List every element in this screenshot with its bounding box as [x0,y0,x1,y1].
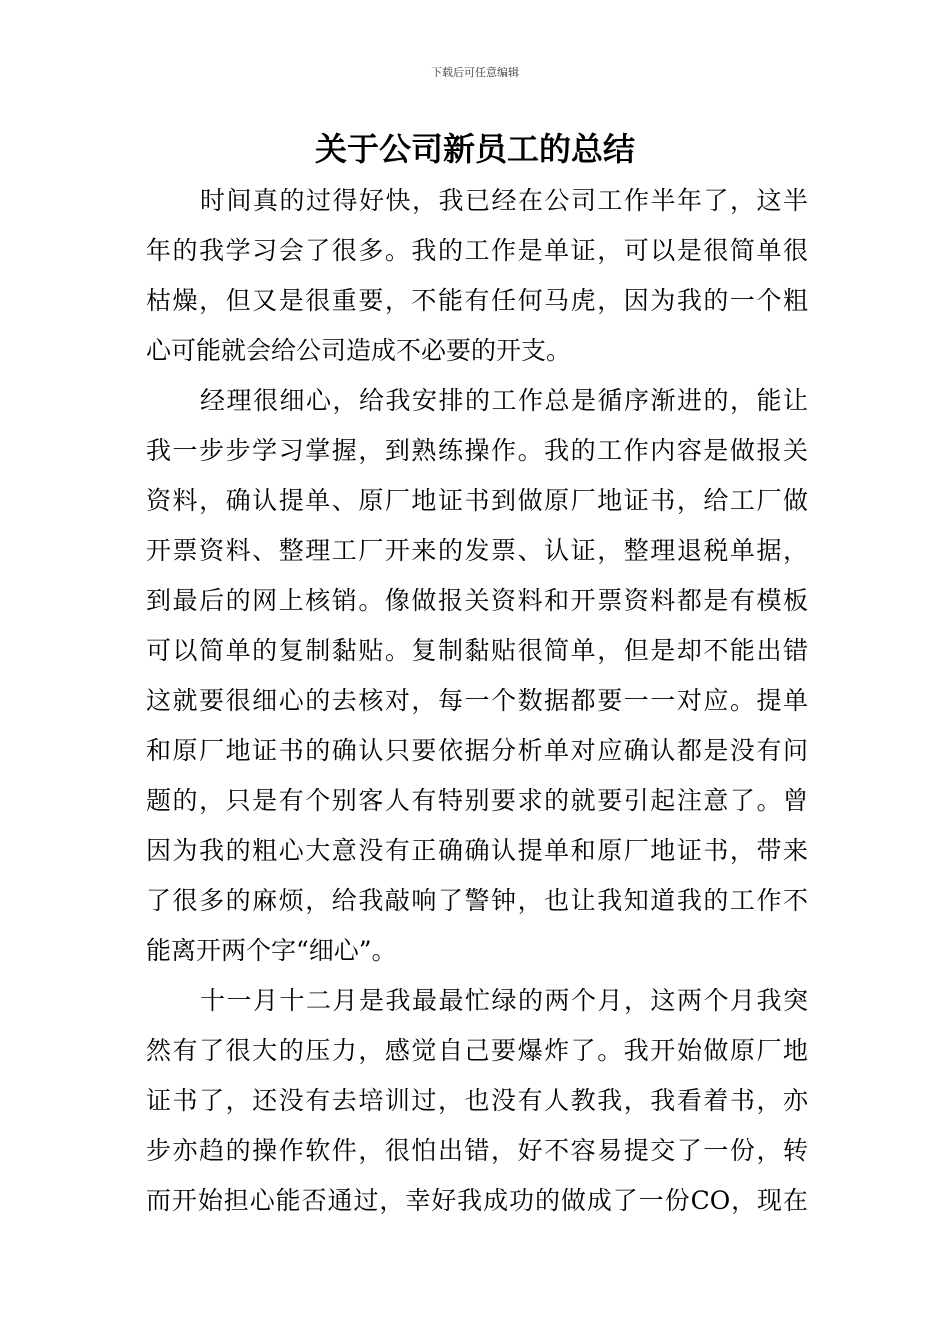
paragraph-line: 时间真的过得好快，我已经在公司工作半年了，这半 [200,186,808,215]
paragraph-2 [146,376,808,976]
paragraph-line: 经理很细心，给我安排的工作总是循序渐进的，能让 [200,386,808,415]
paragraph-line: 心可能就会给公司造成不必要的开支。 [146,336,572,365]
paragraph-line: 年的我学习会了很多。我的工作是单证，可以是很简单很 [146,236,808,265]
paragraph-line: 了很多的麻烦，给我敲响了警钟，也让我知道我的工作不 [146,886,808,915]
paragraph-line: 到最后的网上核销。像做报关资料和开票资料都是有模板 [146,586,808,615]
paragraph-line: 证书了，还没有去培训过，也没有人教我，我看着书，亦 [146,1086,808,1115]
paragraph-line: 开票资料、整理工厂开来的发票、认证，整理退税单据， [146,536,808,565]
paragraph-line: 步亦趋的操作软件，很怕出错，好不容易提交了一份，转 [146,1136,808,1165]
paragraph-line: 和原厂地证书的确认只要依据分析单对应确认都是没有问 [146,736,808,765]
paragraph-line: 我一步步学习掌握，到熟练操作。我的工作内容是做报关 [146,436,808,465]
paragraph-line: 可以简单的复制黏贴。复制黏贴很简单，但是却不能出错 [146,636,808,665]
paragraph-line: 能离开两个字“细心”。 [146,936,397,965]
paragraph-line: 题的，只是有个别客人有特别要求的就要引起注意了。曾 [146,786,808,815]
paragraph-1 [146,176,808,376]
header-note: 下载后可任意编辑 [431,66,519,79]
paragraph-line: 资料，确认提单、原厂地证书到做原厂地证书，给工厂做 [146,486,808,515]
paragraph-line: 这就要很细心的去核对，每一个数据都要一一对应。提单 [146,686,808,715]
paragraph-line: 枯燥，但又是很重要，不能有任何马虎，因为我的一个粗 [146,286,808,315]
paragraph-line: 然有了很大的压力，感觉自己要爆炸了。我开始做原厂地 [146,1036,808,1065]
document-body [146,176,808,1226]
paragraph-line: 十一月十二月是我最最忙绿的两个月，这两个月我突 [200,986,808,1015]
paragraph-line: 而开始担心能否通过，幸好我成功的做成了一份CO，现在 [146,1186,808,1215]
paragraph-line: 因为我的粗心大意没有正确确认提单和原厂地证书，带来 [146,836,808,865]
document-title: 关于公司新员工的总结 [314,130,635,168]
paragraph-3 [146,976,808,1226]
